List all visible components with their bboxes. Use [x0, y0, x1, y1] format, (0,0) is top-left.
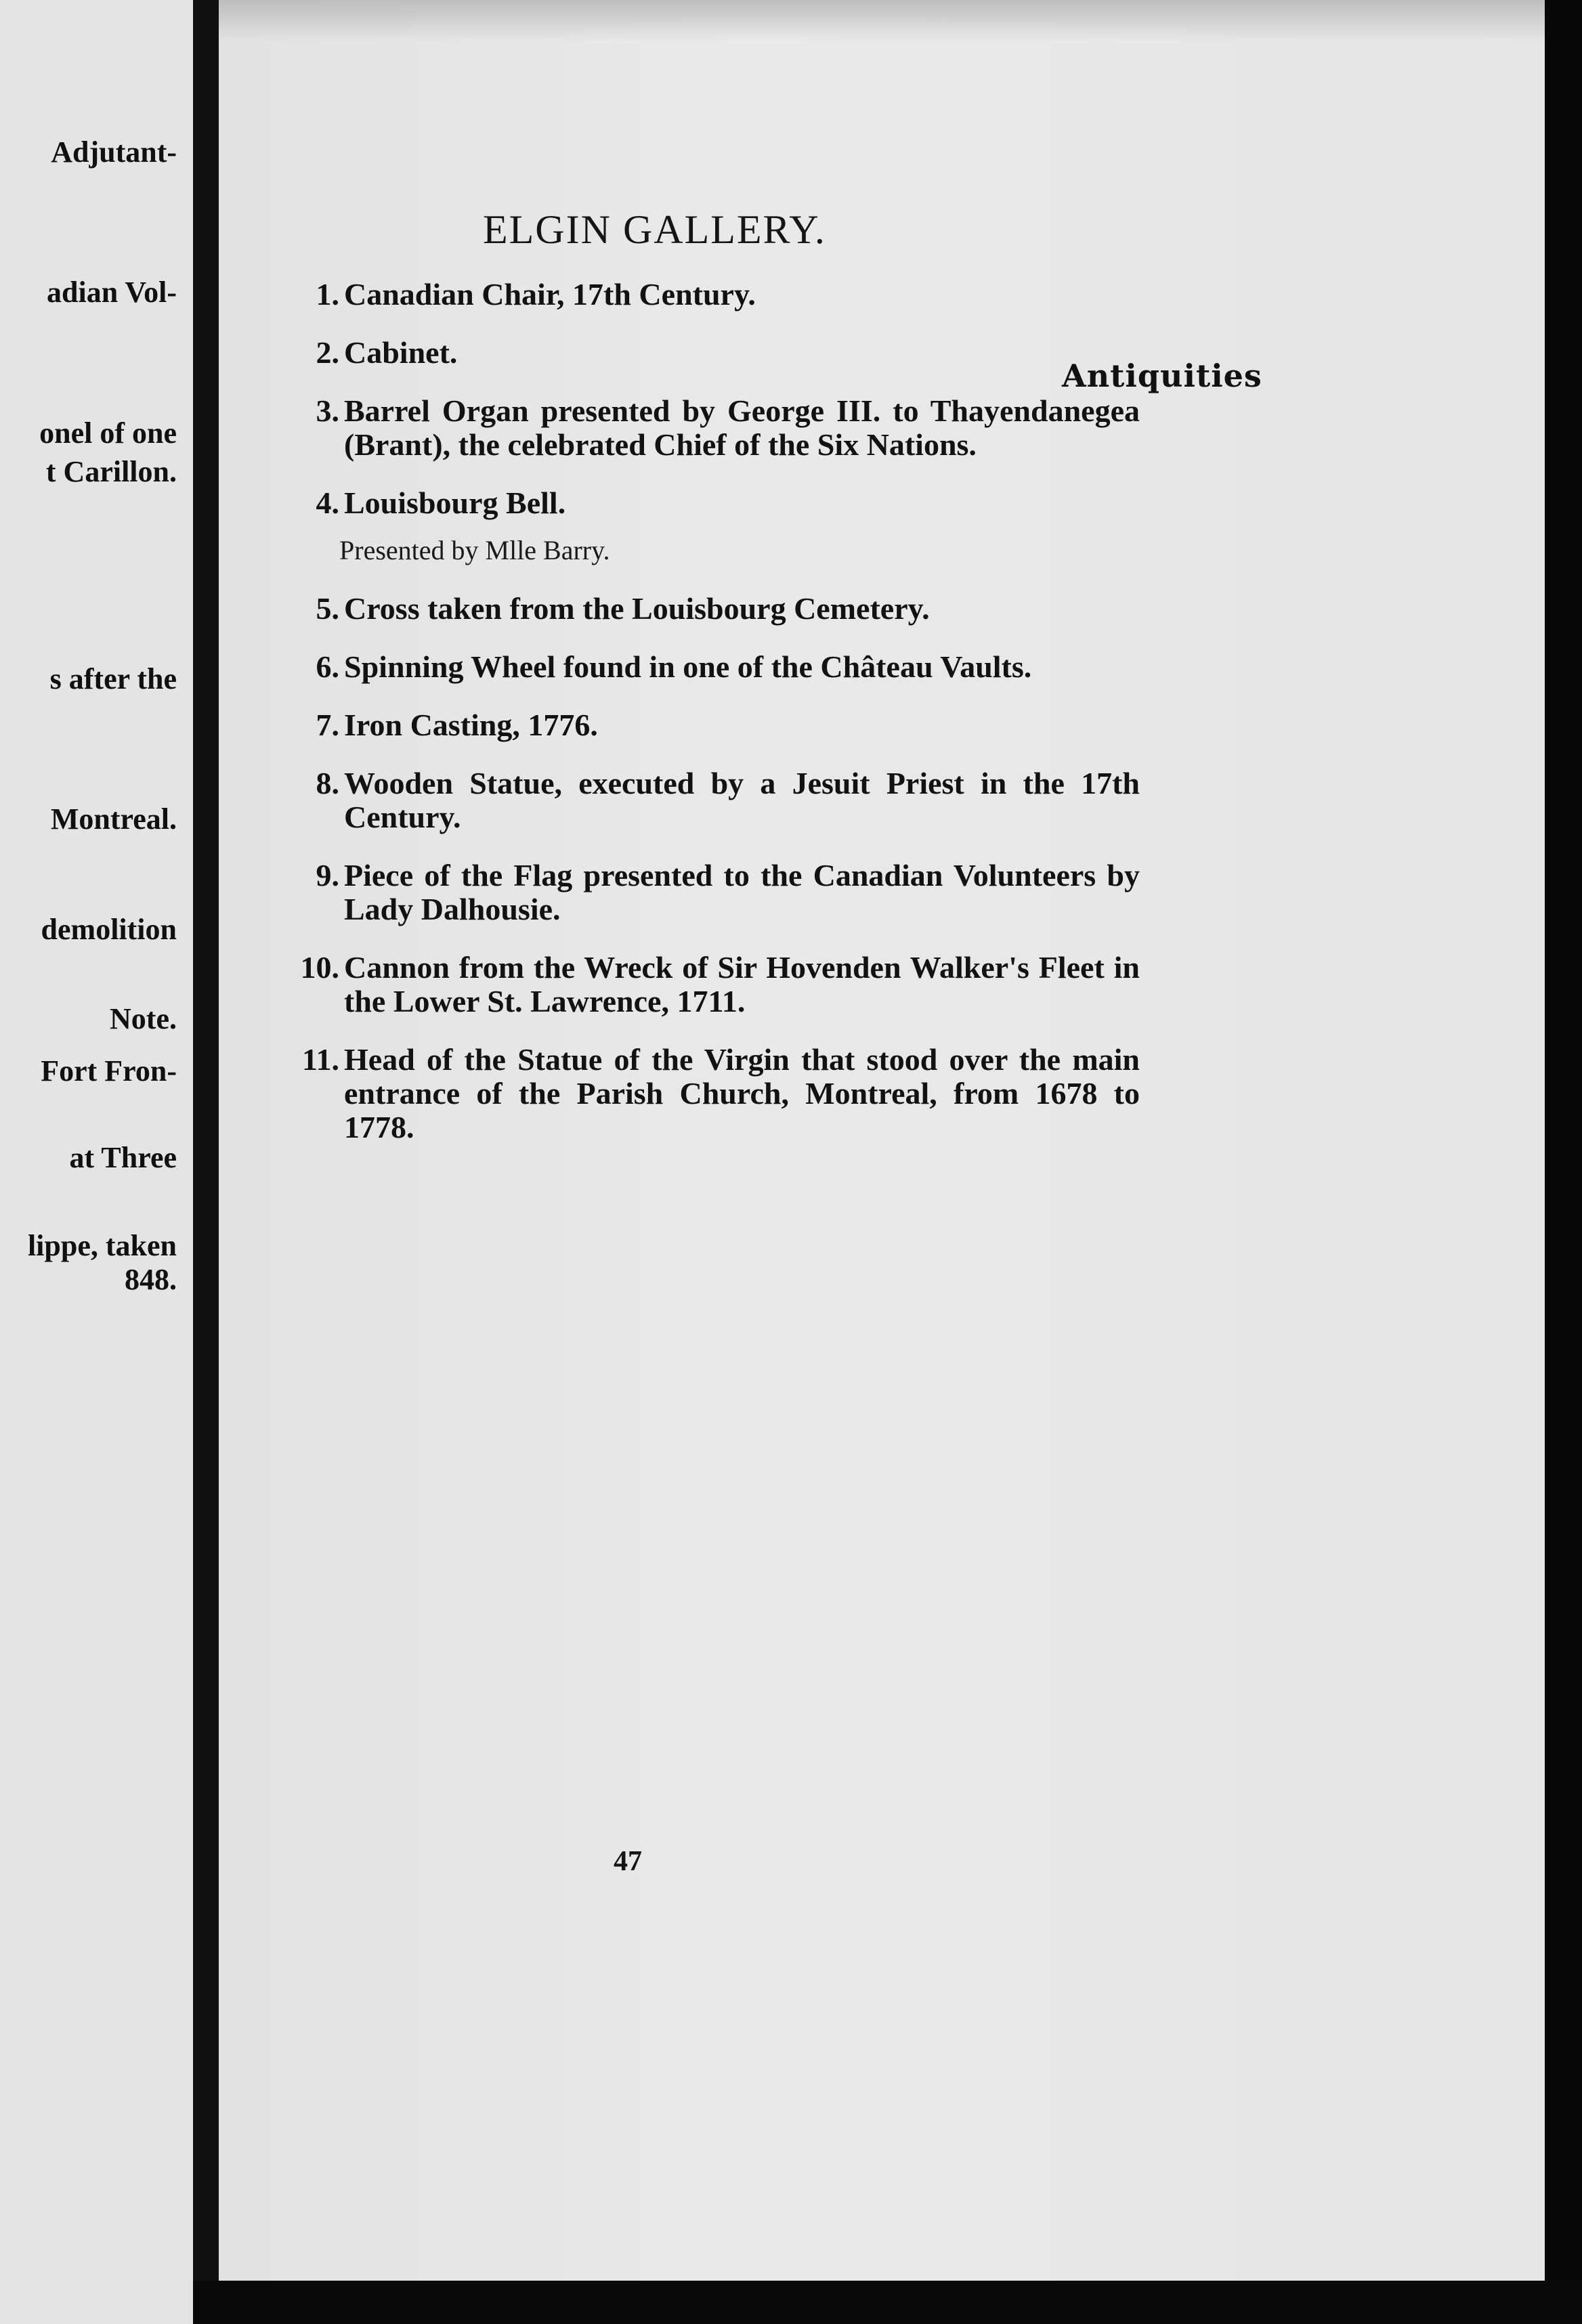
item-number: 10. — [300, 950, 339, 985]
item-number: 9. — [316, 858, 339, 892]
left-text-line: Fort Fron- — [41, 1054, 177, 1088]
item-text: Barrel Organ presented by George III. to Thayendanegea (Brant), the celebrated Chief of the Six Nations. — [344, 393, 1140, 462]
item-number: 8. — [316, 766, 339, 800]
left-page-fragment — [0, 0, 193, 2324]
left-text-line: Montreal. — [50, 802, 177, 836]
list-item — [280, 708, 1140, 742]
item-number: 5. — [316, 591, 339, 626]
list-item — [280, 394, 1140, 462]
list-item — [280, 650, 1140, 684]
item-number: 2. — [316, 335, 339, 370]
item-number: 3. — [316, 393, 339, 428]
item-text: Louisbourg Bell. — [344, 486, 566, 520]
item-text: Wooden Statue, executed by a Jesuit Priest in the 17th Century. — [344, 766, 1140, 834]
list-item — [280, 278, 1140, 311]
item-text: Piece of the Flag presented to the Canadian Volunteers by Lady Dalhousie. — [344, 858, 1140, 926]
margin-note: Antiquities — [1062, 358, 1262, 394]
item-text: Canadian Chair, 17th Century. — [344, 277, 756, 311]
item-number: 1. — [316, 277, 339, 311]
item-number: 7. — [316, 708, 339, 742]
item-number: 4. — [316, 486, 339, 520]
item-note: Presented by Mlle Barry. — [339, 535, 610, 565]
left-text-line: 848. — [125, 1263, 177, 1296]
list-item — [280, 1043, 1140, 1144]
right-page — [219, 0, 1545, 2324]
left-text-line: demolition — [41, 913, 177, 946]
item-text: Iron Casting, 1776. — [344, 708, 598, 742]
left-text-line: Adjutant- — [51, 135, 177, 169]
scan-edge-right — [1545, 0, 1582, 2324]
left-text-line: lippe, taken — [27, 1229, 177, 1262]
item-text: Cabinet. — [344, 335, 458, 370]
book-gutter — [193, 0, 219, 2324]
list-item — [280, 592, 1140, 626]
page-title: ELGIN GALLERY. — [483, 207, 826, 252]
list-item — [280, 336, 1140, 370]
page-number: 47 — [614, 1846, 642, 1877]
left-text-line: Note. — [110, 1002, 177, 1035]
item-text: Cannon from the Wreck of Sir Hovenden Walker's Fleet in the Lower St. Lawrence, 1711. — [344, 950, 1140, 1018]
left-text-line: onel of one — [39, 416, 177, 450]
left-text-line: s after the — [49, 662, 177, 695]
list-item — [280, 486, 1140, 520]
left-text-line: t Carillon. — [45, 455, 177, 488]
item-text: Spinning Wheel found in one of the Château Vaults. — [344, 649, 1032, 684]
item-number: 11. — [302, 1042, 339, 1077]
list-item — [280, 859, 1140, 926]
item-text: Head of the Statue of the Virgin that stood over the main entrance of the Parish Church, Montreal, from 1678 to 1778. — [344, 1042, 1140, 1144]
page-shadow — [219, 0, 1545, 41]
left-text-line: adian Vol- — [47, 276, 177, 309]
list-item — [280, 951, 1140, 1018]
catalogue-list — [280, 278, 1140, 1169]
list-item — [280, 767, 1140, 834]
item-text: Cross taken from the Louisbourg Cemetery. — [344, 591, 930, 626]
scan-edge-bottom — [193, 2281, 1582, 2324]
left-text-line: at Three — [69, 1141, 177, 1174]
item-number: 6. — [316, 649, 339, 684]
